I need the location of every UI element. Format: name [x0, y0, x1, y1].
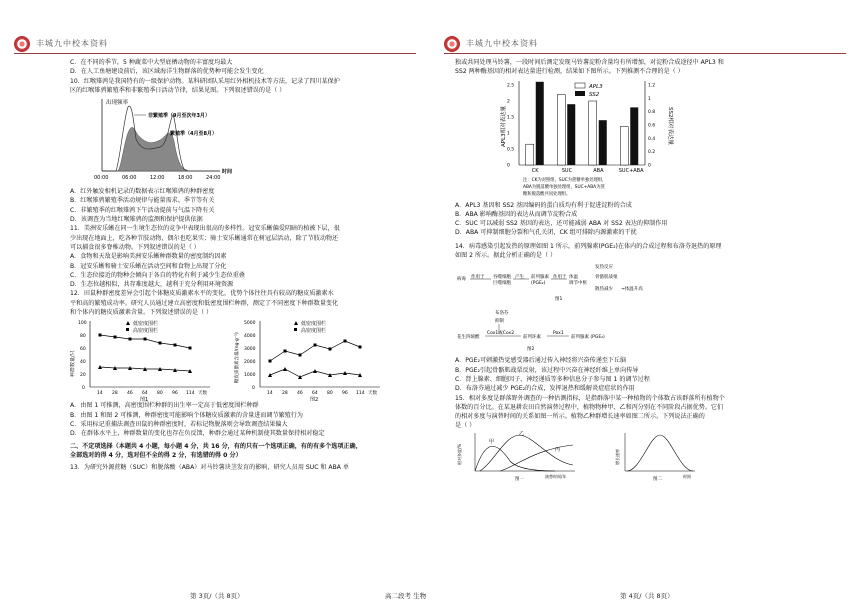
species-c-curve	[500, 445, 573, 471]
tick-label: 06:00	[122, 175, 137, 182]
growth-rate-curve	[627, 435, 693, 471]
option-line: D．该调查为当地红喉雉鹑的监测和保护提供依据	[70, 216, 203, 224]
flow-node: 花生四烯酸	[457, 335, 480, 341]
school-logo-icon	[444, 36, 460, 52]
drug-label: 布洛芬	[495, 311, 509, 317]
tick-label: 80	[327, 391, 333, 397]
low-density-markers	[98, 365, 192, 373]
option-line: A．APL3 基因和 SS2 基因编码的蛋白质均有利于促进淀粉的合成	[455, 201, 632, 209]
category-labels	[532, 168, 644, 174]
tick-label: 0.8	[648, 109, 656, 115]
right-content	[455, 58, 847, 481]
flow-node: 体温	[569, 275, 578, 281]
fig15a-ylabel: 相对多度/%	[457, 443, 462, 465]
chart10-ylabel: 出现频率	[106, 100, 129, 107]
tick-label: 24:00	[206, 175, 221, 182]
option-line: A．红外触发相机记录的数据表示红喉雉鹑的种群密度	[70, 188, 215, 196]
inhibit-label: 抑制	[495, 319, 504, 325]
legend-high: 高密度围栏	[301, 328, 327, 335]
tick-label: 5000	[244, 321, 256, 327]
text-line: C．在不同的季节，5 种蔬菜中大型底栖动物的丰富度均最大	[70, 59, 233, 66]
option-line: B．红喉雉鹑繁殖季活动规律与能量需求、季节等有关	[70, 197, 215, 205]
category-label: CK	[531, 167, 539, 174]
text-line: 区的红喉雉鹑繁殖季和非繁殖季日活动节律，结果见图。下列叙述错误的是（ ）	[70, 86, 286, 94]
tick-label: 64	[142, 391, 148, 397]
text-line: 独或共同处理马铃薯，一段时间后测定发现马铃薯淀粉含量均有所增加，对淀粉合成途径中 APL3 和	[455, 59, 724, 66]
text-line: 少出现在地面上，吃各种节肢动物，偶尔也吃果实；骑士安乐蜥通常在树冠层活动，除了节肢动物还	[70, 234, 339, 242]
apl3-bar	[526, 144, 534, 165]
text-line: 11．美洲安乐蜥在同一生境生态位的竞争中表现出很高的多样性。冠安乐蜥偏爱阴暗的植被下层，很	[70, 225, 340, 233]
ss2-bar	[567, 104, 575, 165]
option-line: D．布洛芬通过减少 PGE₂的合成，发挥退热和缓解炎症症状的作用	[455, 385, 635, 393]
tick-label: 0.5	[507, 147, 515, 153]
apl3-bar	[557, 94, 565, 164]
option-line: B．冠安乐蜥和骑士安乐蜥在活动空间和食物上出现了分化	[70, 262, 227, 270]
curve-label: 甲	[489, 438, 495, 445]
fig15b-ylabel: 增长速率	[615, 448, 620, 465]
ss2-bar	[536, 81, 544, 164]
figure-caption: 图2	[527, 347, 535, 353]
tick-label: 2	[507, 99, 510, 105]
tick-label: 2.5	[507, 83, 515, 89]
gene-expression-svg	[455, 77, 685, 201]
tick-label: 12:00	[150, 175, 165, 182]
flow-node: 吞噬细胞	[493, 275, 511, 281]
option-line: C．SUC 可以减弱 SS2 基因的表达，还可能减弱 ABA 对 SS2 表达的抑制作用	[455, 220, 668, 228]
tick-label: 0	[507, 163, 510, 169]
chart-note: ABA为脱落酸单独处理组，SUC+ABA为蔗	[523, 184, 605, 190]
tick-label: 1.5	[507, 115, 515, 121]
tick-label: 114	[356, 391, 365, 397]
x-unit: 天数	[198, 391, 207, 397]
tick-label: 1	[648, 96, 651, 102]
flow-node: 巨噬细胞	[493, 281, 511, 287]
flow-node: 调节中枢	[569, 281, 587, 287]
option-line: B．PGE₂引起骨骼肌战栗反射，该过程中兴奋在神经纤维上单向传导	[455, 366, 639, 374]
category-label: SUC	[561, 167, 573, 174]
text-line: 平和高的繁殖成功率。研究人员通过建立高密度和低密度围栏种群，测定了不同密度下种群数量变化	[70, 299, 339, 307]
option-line: D．ABA 可抑制细胞分裂和气孔关闭，CK 组可排除内源激素的干扰	[455, 229, 637, 237]
tick-label: 20	[80, 373, 86, 379]
page-header	[444, 34, 846, 54]
legend-high: 高密度围栏	[133, 328, 159, 335]
text-line: 可以捕食很多脊椎动物。下列叙述错误的是（ ）	[70, 243, 200, 251]
figure-caption: 图2	[310, 397, 319, 402]
fig14b	[457, 309, 605, 352]
legend-low-marker	[126, 321, 130, 325]
yleft-ticks	[507, 82, 514, 168]
high-density-markers	[269, 340, 362, 363]
header-title: 丰城九中校本资料	[466, 39, 538, 48]
tick-label: 40	[80, 360, 86, 366]
x-unit: 天数	[368, 391, 377, 397]
yright-label: SS2相对表达量	[667, 106, 673, 145]
curve-label: 乙	[519, 430, 525, 437]
text-line: 10．红喉雉鹑是我国特有的一级保护动物。某科研团队采用红外相机技术等方法，记录了四川某保护	[70, 77, 340, 85]
legend-breeding: 繁殖季（4月至8月）	[170, 131, 217, 138]
chart-note: 注：CK为对照组，SUC为蔗糖单独处理组，	[523, 177, 607, 183]
legend-non-breeding: 非繁殖季（9月至次年3月）	[148, 113, 210, 120]
option-line: B．由图 1 和图 2 可推测，种群密度可能影响个体糖皮质激素的含量进而调节繁殖行为	[70, 411, 303, 419]
text-line: 如图 2 所示。据此分析正确的是（ ）	[455, 252, 557, 260]
option-line: C．采用标记重捕法调查田鼠的种群密度时，若标记物脱落则会导致调查结果偏大	[70, 420, 288, 428]
tick-label: 4000	[244, 334, 256, 340]
tick-label: 1.2	[648, 83, 656, 89]
figure-caption: 图二	[653, 476, 662, 481]
page-header	[14, 34, 416, 54]
section-heading: 全部选对的得 4 分，选对但不全的得 2 分，有选错的得 0 分）	[70, 451, 242, 459]
apl3-bar	[620, 126, 628, 164]
tick-label: 96	[172, 391, 178, 397]
tick-label: 0	[648, 163, 651, 169]
option-line: A．PGE₂可刺激热觉感受器后通过传入神经将兴奋传递至下丘脑	[455, 357, 627, 365]
flow-node: 前列腺素	[531, 275, 549, 281]
chart12a-ylabel: 种群数量/只	[70, 350, 76, 378]
vole-charts-svg	[70, 317, 410, 401]
tick-label: 80	[157, 391, 163, 397]
tick-label: 00:00	[94, 175, 109, 182]
tick-label: 46	[297, 391, 303, 397]
flow-edge: 作用于	[471, 275, 485, 281]
page-number: 第 3页/（共 8页）	[190, 592, 244, 600]
legend-low: 低密度围栏	[133, 321, 159, 328]
figure-caption: 图1	[140, 397, 149, 402]
tick-label: 28	[112, 391, 118, 397]
option-line: C．非繁殖季的红喉雉鹑下午活动提前与气温下降有关	[70, 206, 215, 214]
right-page	[430, 0, 860, 608]
text-line: 是（ ）	[455, 422, 476, 430]
category-label: SUC+ABA	[618, 167, 644, 174]
low-density-markers	[268, 367, 362, 379]
school-logo-icon	[14, 36, 30, 52]
tick-label: 0	[252, 386, 255, 392]
ss2-bar	[599, 120, 607, 165]
fig14a	[457, 263, 643, 302]
tick-label: 18:00	[178, 175, 193, 182]
flow-node: 骨骼肌战栗	[595, 275, 618, 281]
curve-label: 丙	[555, 446, 561, 453]
option-line: C．肾上腺素、细胞因子、神经递质等多种信息分子参与图 1 的调节过程	[455, 375, 650, 383]
left-content	[70, 58, 426, 472]
fever-mechanism-svg	[455, 260, 755, 356]
legend-high-marker	[126, 328, 129, 331]
legend-apl3: APL3	[589, 83, 603, 90]
flow-edge: Cox1或Cox2	[487, 331, 515, 337]
flow-node: 前列环素	[523, 335, 541, 341]
chart-note: 糖和脱落酸共同处理组。	[523, 191, 571, 197]
flow-edge: 作用于	[553, 275, 567, 281]
chart12b-ylabel: 糖皮质激素含量/(ng·g⁻¹)	[235, 332, 240, 384]
tick-label: 0.2	[648, 149, 656, 155]
option-line: B．ABA 影响酶基因的表达从而调节淀粉合成	[455, 210, 578, 218]
tick-label: 96	[342, 391, 348, 397]
text-line: D．在人工鱼塘建设前后，该区域海洋生物群落的优势种可能会发生变化	[70, 68, 264, 76]
page-number: 第 4页/（共 8页）	[620, 592, 674, 600]
ss2-bar	[630, 107, 638, 165]
tick-label: 100	[78, 321, 87, 327]
flow-node: 发热反应	[595, 265, 613, 271]
category-label: ABA	[593, 167, 604, 174]
gene-expression-chart	[455, 77, 847, 201]
legend-ss2: SS2	[589, 91, 600, 98]
tick-label: 14	[97, 391, 103, 397]
tick-label: 0.6	[648, 123, 656, 129]
tick-label: 28	[282, 391, 288, 397]
text-line: 体数的百分比。在某退耕农田自然演替过程中，植物物种甲、乙和丙分别在不同阶段占据优势。它们	[455, 403, 724, 411]
tick-label: 14	[267, 391, 273, 397]
apl3-bar	[589, 101, 597, 165]
high-density-markers	[99, 334, 192, 350]
figure-caption: 图一	[515, 476, 524, 481]
legend-apl3-swatch	[575, 83, 585, 88]
tick-label: 46	[127, 391, 133, 397]
flow-edge: 产生	[515, 275, 524, 281]
footer-subject: 高二段考 生物	[385, 592, 427, 600]
text-line: SS2 两种酶基因的相对表达量进行检测，结果如下图所示。下列推测不合理的是（ ）	[455, 68, 684, 76]
activity-rhythm-svg	[70, 95, 270, 187]
option-line: D．在群体水平上，种群数量的变化也存在负反馈，种群会通过某种机制使其数量保持相对稳定	[70, 430, 325, 438]
succession-svg	[455, 431, 715, 481]
yright-ticks	[648, 82, 655, 168]
text-line: 的相对多度与演替时间的关系如图一所示。植物乙种群增长速率如图二所示。下列说法正确的	[455, 413, 705, 421]
tick-label: 60	[80, 347, 86, 353]
tick-label: 80	[80, 334, 86, 340]
fever-mechanism-figure	[455, 260, 847, 356]
header-title: 丰城九中校本资料	[36, 39, 108, 48]
option-line: C．生态位接近的物种会倾向于各自的特化有利于减少生态位重叠	[70, 271, 245, 279]
yleft-label: APL3相对表达量	[501, 105, 507, 147]
text-line: 15．相对多度是群落野外调查的一种估测指标，是指群落中某一种植物的个体数占该群落所有植物个	[455, 394, 725, 402]
tick-label: 0.4	[648, 136, 656, 142]
legend-ss2-swatch	[575, 91, 585, 96]
tick-label: 3000	[244, 347, 256, 353]
tick-label: 1000	[244, 373, 256, 379]
tick-label: 1	[507, 131, 510, 137]
legend-high-marker	[294, 328, 297, 331]
option-line: A．由图 1 可推测，高密度围栏种群的出生率一定高于低密度围栏种群	[70, 402, 259, 410]
flow-node: 散热减少	[595, 287, 613, 293]
vole-charts	[70, 317, 426, 401]
tick-label: 0	[82, 386, 85, 392]
figure-caption: 图1	[555, 297, 563, 303]
text-line: 14．病毒感染引起发热的原理如图 1 所示，前列腺素(PGE₂)在体内的合成过程和布洛芬退热的原理	[455, 242, 722, 250]
legend-low-marker	[294, 321, 298, 325]
tick-label: 64	[312, 391, 318, 397]
text-line: 12．田鼠种群密度差异会引起个体糖皮质激素水平的变化，优势个体往往具有较高的糖皮质激素水	[70, 290, 334, 298]
flow-node: →体温升高	[621, 287, 643, 293]
option-line: A．食物和天敌是影响美洲安乐蜥种群数量的密度制约因素	[70, 253, 227, 261]
flow-node: 病毒	[457, 277, 466, 283]
fig15a-xlabel: 演替时间/年	[545, 473, 567, 479]
flow-node: (PGE₂)	[531, 281, 546, 287]
text-line: 和个体内的糖皮质激素含量。下列叙述错误的是（ ）	[70, 309, 213, 317]
flow-edge: Pox1	[553, 331, 564, 337]
activity-rhythm-chart	[70, 95, 426, 187]
fig15b-xlabel: 时间	[683, 473, 691, 479]
tick-label: 114	[186, 391, 195, 397]
species-a-curve	[475, 446, 555, 471]
section-heading: 二、不定项选择（本题共 4 小题，每小题 4 分，共 16 分，有的只有一个选项正确，有的有多个选项正确，	[70, 442, 362, 450]
tick-label: 2000	[244, 360, 256, 366]
text-line: 13．为研究外源蔗糖（SUC）和脱落酸（ABA）对马铃薯块茎发育的影响，研究人员用 SUC 和 ABA 单	[70, 464, 349, 472]
flow-node: 前列腺素 (PGE₂)	[571, 335, 605, 341]
chart10-xlabel: 时间	[222, 169, 233, 176]
option-line: D．生态位越相似，共存难度越大，越利于充分利用环境资源	[70, 281, 234, 289]
legend-low: 低密度围栏	[301, 321, 327, 328]
succession-figures	[455, 431, 847, 481]
